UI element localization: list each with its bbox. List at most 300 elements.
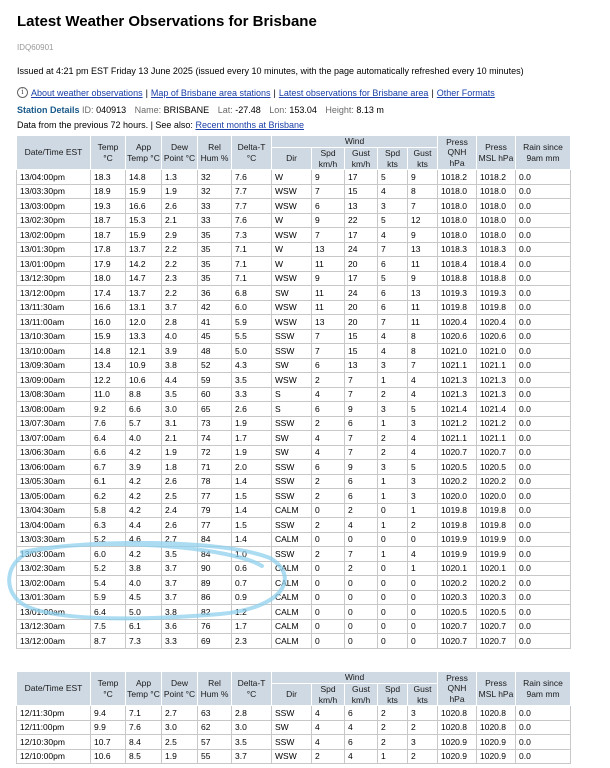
cell-delta-t: 1.2	[232, 605, 272, 620]
cell-temp: 5.2	[91, 561, 126, 576]
cell-delta-t: 5.0	[232, 344, 272, 359]
cell-datetime: 13/11:30am	[17, 300, 91, 315]
cell-wind-gust-kmh: 6	[345, 416, 378, 431]
cell-dew-point: 3.5	[162, 387, 198, 402]
cell-datetime: 13/11:00am	[17, 315, 91, 330]
cell-datetime: 13/02:30pm	[17, 213, 91, 228]
cell-wind-gust-kmh: 17	[345, 170, 378, 185]
cell-rain: 0.0	[516, 503, 571, 518]
cell-delta-t: 3.0	[232, 720, 272, 735]
header-datetime: Date/Time EST	[17, 136, 91, 170]
cell-temp: 6.6	[91, 445, 126, 460]
cell-wind-spd-kts: 2	[378, 735, 408, 750]
product-id: IDQ60901	[17, 43, 54, 52]
cell-rel-hum: 86	[198, 590, 232, 605]
cell-wind-dir: SW	[272, 431, 312, 446]
cell-wind-dir: SSW	[272, 489, 312, 504]
table-row	[17, 619, 571, 634]
cell-temp: 5.9	[91, 590, 126, 605]
cell-wind-gust-kts: 2	[408, 749, 438, 764]
cell-wind-spd-kmh: 6	[312, 358, 345, 373]
table-row	[17, 358, 571, 373]
cell-delta-t: 1.7	[232, 431, 272, 446]
cell-wind-dir: SSW	[272, 416, 312, 431]
header-delta-t: Delta-T °C	[232, 672, 272, 706]
cell-rel-hum: 77	[198, 518, 232, 533]
header-gust-kmh: Gust km/h	[345, 148, 378, 170]
cell-datetime: 13/09:00am	[17, 373, 91, 388]
cell-delta-t: 7.1	[232, 242, 272, 257]
cell-wind-spd-kmh: 6	[312, 199, 345, 214]
cell-wind-gust-kts: 9	[408, 271, 438, 286]
cell-app-temp: 14.7	[126, 271, 162, 286]
cell-wind-gust-kmh: 0	[345, 605, 378, 620]
cell-rel-hum: 48	[198, 344, 232, 359]
cell-wind-gust-kmh: 0	[345, 619, 378, 634]
cell-wind-spd-kts: 5	[378, 213, 408, 228]
cell-rel-hum: 90	[198, 561, 232, 576]
cell-dew-point: 3.8	[162, 605, 198, 620]
cell-wind-dir: SSW	[272, 474, 312, 489]
cell-wind-gust-kmh: 7	[345, 387, 378, 402]
cell-wind-spd-kmh: 13	[312, 315, 345, 330]
cell-rel-hum: 84	[198, 547, 232, 562]
cell-rel-hum: 59	[198, 373, 232, 388]
cell-rain: 0.0	[516, 199, 571, 214]
cell-dew-point: 2.2	[162, 286, 198, 301]
table-row	[17, 416, 571, 431]
cell-wind-spd-kmh: 7	[312, 184, 345, 199]
station-lon: 153.04	[289, 105, 317, 115]
cell-rain: 0.0	[516, 402, 571, 417]
cell-wind-gust-kmh: 24	[345, 286, 378, 301]
table-row	[17, 184, 571, 199]
cell-dew-point: 3.9	[162, 344, 198, 359]
cell-wind-spd-kmh: 4	[312, 387, 345, 402]
cell-wind-gust-kmh: 24	[345, 242, 378, 257]
cell-app-temp: 15.9	[126, 184, 162, 199]
cell-wind-gust-kmh: 4	[345, 518, 378, 533]
previous-text: Data from the previous 72 hours. | See also:	[17, 120, 193, 130]
cell-wind-spd-kmh: 11	[312, 257, 345, 272]
station-id: 040913	[96, 105, 127, 115]
cell-temp: 10.7	[91, 735, 126, 750]
cell-rain: 0.0	[516, 416, 571, 431]
table-row	[17, 300, 571, 315]
cell-delta-t: 0.9	[232, 590, 272, 605]
cell-rain: 0.0	[516, 518, 571, 533]
cell-rel-hum: 74	[198, 431, 232, 446]
cell-datetime: 13/06:00am	[17, 460, 91, 475]
cell-wind-gust-kmh: 0	[345, 532, 378, 547]
cell-wind-spd-kmh: 4	[312, 706, 345, 721]
cell-wind-gust-kts: 3	[408, 735, 438, 750]
cell-wind-gust-kmh: 4	[345, 749, 378, 764]
cell-wind-dir: SSW	[272, 547, 312, 562]
latest-area-link[interactable]: Latest observations for Brisbane area	[278, 87, 429, 98]
table-row	[17, 329, 571, 344]
cell-wind-dir: SSW	[272, 518, 312, 533]
cell-press-msl: 1021.3	[477, 373, 516, 388]
cell-wind-dir: SSW	[272, 344, 312, 359]
cell-delta-t: 1.4	[232, 503, 272, 518]
cell-temp: 18.7	[91, 228, 126, 243]
cell-dew-point: 3.7	[162, 561, 198, 576]
cell-wind-spd-kmh: 0	[312, 590, 345, 605]
cell-wind-spd-kmh: 0	[312, 576, 345, 591]
info-icon: i	[17, 87, 28, 98]
cell-press-qnh: 1021.0	[438, 344, 477, 359]
cell-wind-spd-kmh: 0	[312, 605, 345, 620]
cell-rel-hum: 35	[198, 242, 232, 257]
cell-dew-point: 2.6	[162, 199, 198, 214]
cell-dew-point: 3.6	[162, 619, 198, 634]
cell-temp: 5.8	[91, 503, 126, 518]
header-press-msl: Press MSL hPa	[477, 136, 516, 170]
cell-wind-dir: CALM	[272, 590, 312, 605]
cell-wind-gust-kts: 3	[408, 474, 438, 489]
header-spd-kmh: Spd km/h	[312, 148, 345, 170]
map-link[interactable]: Map of Brisbane area stations	[150, 87, 271, 98]
cell-wind-dir: SSW	[272, 706, 312, 721]
cell-wind-spd-kmh: 4	[312, 735, 345, 750]
cell-press-qnh: 1018.4	[438, 257, 477, 272]
cell-app-temp: 13.1	[126, 300, 162, 315]
header-spd-kmh: Spd km/h	[312, 684, 345, 706]
cell-app-temp: 8.5	[126, 749, 162, 764]
cell-press-msl: 1018.8	[477, 271, 516, 286]
cell-wind-gust-kmh: 9	[345, 460, 378, 475]
cell-rain: 0.0	[516, 590, 571, 605]
cell-wind-spd-kmh: 2	[312, 518, 345, 533]
cell-datetime: 13/12:30pm	[17, 271, 91, 286]
cell-wind-dir: WSW	[272, 749, 312, 764]
cell-press-msl: 1020.7	[477, 445, 516, 460]
cell-wind-spd-kts: 0	[378, 634, 408, 649]
cell-rel-hum: 60	[198, 387, 232, 402]
header-rel-hum: Rel Hum %	[198, 672, 232, 706]
cell-press-msl: 1018.4	[477, 257, 516, 272]
table-row	[17, 561, 571, 576]
cell-app-temp: 4.5	[126, 590, 162, 605]
table-row	[17, 634, 571, 649]
cell-wind-gust-kts: 1	[408, 561, 438, 576]
cell-press-qnh: 1018.2	[438, 170, 477, 185]
cell-rain: 0.0	[516, 489, 571, 504]
links-bar	[17, 87, 495, 98]
cell-datetime: 13/02:00am	[17, 576, 91, 591]
table-row	[17, 271, 571, 286]
cell-press-msl: 1018.0	[477, 228, 516, 243]
cell-press-msl: 1019.9	[477, 532, 516, 547]
station-lon-label: Lon:	[269, 105, 287, 115]
cell-wind-gust-kts: 2	[408, 720, 438, 735]
cell-app-temp: 15.9	[126, 228, 162, 243]
station-height-label: Height:	[325, 105, 354, 115]
cell-wind-gust-kmh: 7	[345, 547, 378, 562]
cell-press-qnh: 1021.2	[438, 416, 477, 431]
cell-wind-spd-kmh: 11	[312, 286, 345, 301]
cell-press-qnh: 1019.3	[438, 286, 477, 301]
station-lat: -27.48	[235, 105, 261, 115]
cell-rel-hum: 78	[198, 474, 232, 489]
cell-wind-gust-kts: 1	[408, 503, 438, 518]
table-row	[17, 460, 571, 475]
cell-app-temp: 6.6	[126, 402, 162, 417]
cell-app-temp: 3.8	[126, 561, 162, 576]
cell-datetime: 13/01:30am	[17, 590, 91, 605]
cell-wind-spd-kts: 7	[378, 315, 408, 330]
cell-datetime: 13/05:30am	[17, 474, 91, 489]
cell-datetime: 12/11:30pm	[17, 706, 91, 721]
cell-wind-spd-kts: 4	[378, 329, 408, 344]
cell-delta-t: 3.3	[232, 387, 272, 402]
cell-datetime: 13/08:00am	[17, 402, 91, 417]
cell-rel-hum: 35	[198, 257, 232, 272]
cell-wind-gust-kts: 3	[408, 416, 438, 431]
cell-rain: 0.0	[516, 387, 571, 402]
cell-wind-gust-kts: 4	[408, 445, 438, 460]
cell-rain: 0.0	[516, 706, 571, 721]
table-row	[17, 373, 571, 388]
table-row	[17, 605, 571, 620]
cell-dew-point: 2.7	[162, 532, 198, 547]
header-spd-kts: Spd kts	[378, 148, 408, 170]
cell-press-qnh: 1020.2	[438, 576, 477, 591]
cell-wind-gust-kts: 12	[408, 213, 438, 228]
cell-wind-dir: W	[272, 242, 312, 257]
cell-delta-t: 0.6	[232, 561, 272, 576]
cell-dew-point: 2.1	[162, 213, 198, 228]
cell-wind-dir: CALM	[272, 605, 312, 620]
cell-rel-hum: 35	[198, 271, 232, 286]
cell-press-qnh: 1020.1	[438, 561, 477, 576]
cell-dew-point: 3.8	[162, 358, 198, 373]
cell-app-temp: 13.7	[126, 286, 162, 301]
cell-rain: 0.0	[516, 445, 571, 460]
cell-dew-point: 1.9	[162, 445, 198, 460]
cell-wind-gust-kts: 7	[408, 358, 438, 373]
cell-wind-dir: WSW	[272, 199, 312, 214]
cell-app-temp: 4.2	[126, 547, 162, 562]
cell-dew-point: 3.3	[162, 634, 198, 649]
cell-wind-gust-kts: 8	[408, 329, 438, 344]
cell-dew-point: 1.9	[162, 184, 198, 199]
header-delta-t: Delta-T °C	[232, 136, 272, 170]
cell-wind-spd-kts: 0	[378, 561, 408, 576]
cell-temp: 6.4	[91, 605, 126, 620]
cell-datetime: 13/03:00am	[17, 547, 91, 562]
cell-rel-hum: 45	[198, 329, 232, 344]
cell-delta-t: 5.5	[232, 329, 272, 344]
cell-dew-point: 2.9	[162, 228, 198, 243]
cell-delta-t: 2.3	[232, 634, 272, 649]
cell-wind-gust-kts: 9	[408, 170, 438, 185]
header-gust-kts: Gust kts	[408, 148, 438, 170]
cell-press-msl: 1020.1	[477, 561, 516, 576]
cell-rain: 0.0	[516, 329, 571, 344]
cell-wind-gust-kmh: 17	[345, 228, 378, 243]
cell-wind-dir: WSW	[272, 228, 312, 243]
cell-wind-gust-kmh: 20	[345, 257, 378, 272]
cell-rain: 0.0	[516, 619, 571, 634]
cell-press-qnh: 1020.0	[438, 489, 477, 504]
cell-press-qnh: 1020.8	[438, 706, 477, 721]
header-gust-kmh: Gust km/h	[345, 684, 378, 706]
cell-press-msl: 1020.5	[477, 460, 516, 475]
cell-dew-point: 2.1	[162, 431, 198, 446]
table-row	[17, 518, 571, 533]
cell-dew-point: 2.5	[162, 735, 198, 750]
cell-delta-t: 1.5	[232, 518, 272, 533]
cell-wind-spd-kts: 1	[378, 518, 408, 533]
table-row	[17, 749, 571, 764]
cell-press-msl: 1020.6	[477, 329, 516, 344]
table-row	[17, 706, 571, 721]
header-app-temp: App Temp °C	[126, 136, 162, 170]
cell-rain: 0.0	[516, 460, 571, 475]
cell-wind-spd-kts: 1	[378, 749, 408, 764]
cell-app-temp: 8.4	[126, 735, 162, 750]
cell-press-qnh: 1019.8	[438, 503, 477, 518]
cell-app-temp: 4.2	[126, 445, 162, 460]
issued-text: Issued at 4:21 pm EST Friday 13 June 2025 (issued every 10 minutes, with the page automatically refreshed every 10 minutes)	[17, 66, 524, 76]
cell-dew-point: 2.6	[162, 474, 198, 489]
table-row	[17, 402, 571, 417]
cell-rain: 0.0	[516, 605, 571, 620]
cell-wind-spd-kts: 6	[378, 300, 408, 315]
cell-wind-dir: SW	[272, 358, 312, 373]
cell-press-qnh: 1019.8	[438, 300, 477, 315]
cell-wind-gust-kmh: 6	[345, 735, 378, 750]
cell-rain: 0.0	[516, 300, 571, 315]
cell-app-temp: 14.8	[126, 170, 162, 185]
cell-datetime: 13/03:30pm	[17, 184, 91, 199]
cell-dew-point: 3.1	[162, 416, 198, 431]
cell-temp: 18.7	[91, 213, 126, 228]
cell-app-temp: 7.6	[126, 720, 162, 735]
cell-datetime: 13/12:00am	[17, 634, 91, 649]
cell-app-temp: 15.3	[126, 213, 162, 228]
cell-wind-spd-kts: 4	[378, 228, 408, 243]
cell-rel-hum: 69	[198, 634, 232, 649]
cell-wind-dir: W	[272, 170, 312, 185]
cell-rel-hum: 41	[198, 315, 232, 330]
cell-rain: 0.0	[516, 735, 571, 750]
cell-wind-gust-kts: 8	[408, 344, 438, 359]
cell-rain: 0.0	[516, 358, 571, 373]
cell-press-msl: 1018.2	[477, 170, 516, 185]
cell-delta-t: 2.0	[232, 460, 272, 475]
cell-press-msl: 1019.9	[477, 547, 516, 562]
cell-datetime: 13/10:30am	[17, 329, 91, 344]
cell-delta-t: 7.3	[232, 228, 272, 243]
cell-wind-gust-kts: 11	[408, 315, 438, 330]
cell-press-qnh: 1020.7	[438, 445, 477, 460]
cell-delta-t: 6.0	[232, 300, 272, 315]
cell-temp: 5.2	[91, 532, 126, 547]
cell-app-temp: 10.6	[126, 373, 162, 388]
cell-dew-point: 3.0	[162, 720, 198, 735]
link-separator: |	[431, 87, 434, 98]
cell-app-temp: 7.1	[126, 706, 162, 721]
table-row	[17, 213, 571, 228]
previous-data-line	[17, 120, 304, 130]
cell-wind-spd-kts: 1	[378, 416, 408, 431]
cell-rel-hum: 63	[198, 706, 232, 721]
cell-press-msl: 1018.0	[477, 184, 516, 199]
cell-press-msl: 1019.8	[477, 300, 516, 315]
cell-press-qnh: 1020.2	[438, 474, 477, 489]
cell-wind-gust-kts: 0	[408, 619, 438, 634]
cell-app-temp: 12.0	[126, 315, 162, 330]
cell-rel-hum: 82	[198, 605, 232, 620]
cell-temp: 12.2	[91, 373, 126, 388]
cell-wind-spd-kts: 3	[378, 402, 408, 417]
cell-temp: 6.2	[91, 489, 126, 504]
cell-press-qnh: 1021.1	[438, 431, 477, 446]
cell-press-qnh: 1020.7	[438, 619, 477, 634]
cell-rain: 0.0	[516, 431, 571, 446]
cell-press-msl: 1020.2	[477, 576, 516, 591]
cell-wind-gust-kmh: 0	[345, 590, 378, 605]
cell-dew-point: 4.0	[162, 329, 198, 344]
cell-wind-dir: SSW	[272, 329, 312, 344]
cell-rel-hum: 32	[198, 170, 232, 185]
cell-wind-gust-kmh: 2	[345, 503, 378, 518]
cell-wind-dir: W	[272, 213, 312, 228]
cell-temp: 16.0	[91, 315, 126, 330]
cell-press-msl: 1021.2	[477, 416, 516, 431]
cell-rain: 0.0	[516, 373, 571, 388]
cell-app-temp: 4.2	[126, 503, 162, 518]
cell-rain: 0.0	[516, 170, 571, 185]
cell-press-msl: 1019.8	[477, 503, 516, 518]
cell-delta-t: 7.7	[232, 199, 272, 214]
recent-months-link[interactable]: Recent months at Brisbane	[195, 120, 305, 130]
cell-rel-hum: 36	[198, 286, 232, 301]
cell-wind-gust-kts: 11	[408, 300, 438, 315]
cell-temp: 6.3	[91, 518, 126, 533]
cell-temp: 18.9	[91, 184, 126, 199]
cell-wind-spd-kmh: 2	[312, 489, 345, 504]
other-formats-link[interactable]: Other Formats	[436, 87, 495, 98]
cell-wind-dir: CALM	[272, 619, 312, 634]
cell-wind-spd-kts: 7	[378, 242, 408, 257]
about-observations-link[interactable]: About weather observations	[31, 87, 143, 98]
cell-temp: 18.0	[91, 271, 126, 286]
cell-wind-spd-kmh: 2	[312, 749, 345, 764]
cell-wind-spd-kmh: 7	[312, 228, 345, 243]
cell-datetime: 12/10:30pm	[17, 735, 91, 750]
cell-wind-dir: WSW	[272, 373, 312, 388]
cell-wind-spd-kts: 1	[378, 373, 408, 388]
cell-temp: 9.9	[91, 720, 126, 735]
cell-delta-t: 5.9	[232, 315, 272, 330]
cell-press-qnh: 1020.3	[438, 590, 477, 605]
cell-wind-spd-kmh: 2	[312, 416, 345, 431]
cell-wind-spd-kts: 5	[378, 271, 408, 286]
cell-temp: 17.4	[91, 286, 126, 301]
cell-wind-gust-kmh: 6	[345, 489, 378, 504]
cell-wind-gust-kmh: 15	[345, 184, 378, 199]
cell-delta-t: 7.6	[232, 213, 272, 228]
cell-app-temp: 4.0	[126, 576, 162, 591]
cell-press-msl: 1021.4	[477, 402, 516, 417]
cell-wind-dir: WSW	[272, 315, 312, 330]
cell-rel-hum: 89	[198, 576, 232, 591]
cell-rain: 0.0	[516, 257, 571, 272]
